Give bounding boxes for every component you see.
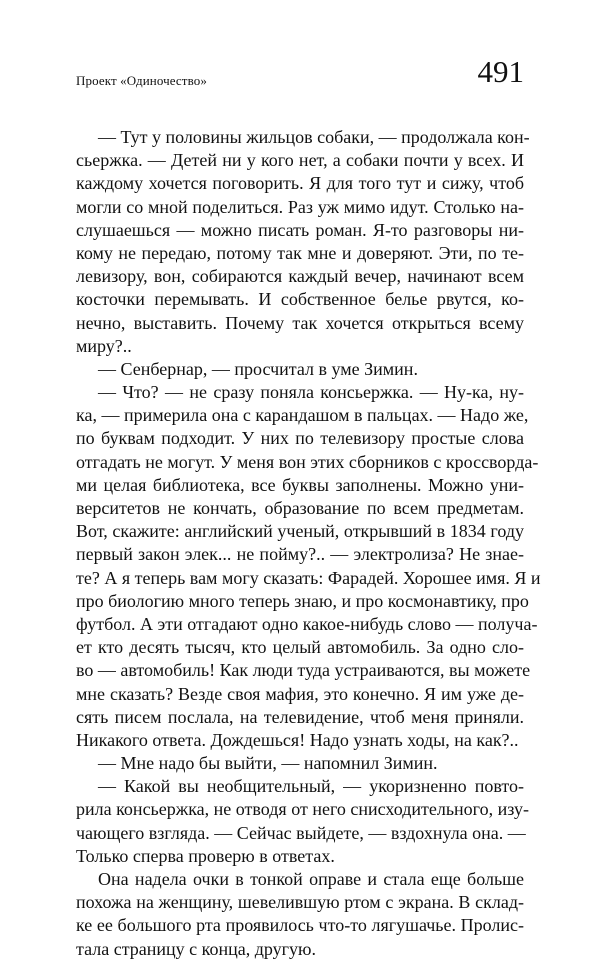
- text-line: ет кто десять тысяч, кто целый автомобиль. За одно сло-: [76, 637, 524, 658]
- text-line: Она надела очки в тонкой оправе и стала еще больше: [98, 869, 524, 889]
- text-line: верситетов не кончать, образование по всем предметам.: [76, 498, 524, 518]
- text-line: — Сенбернар, — просчитал в уме Зимин.: [98, 358, 418, 379]
- text-line: чающего взгляда. — Сейчас выйдете, — вздохнула она. —: [76, 822, 526, 843]
- text-line: могли со мной поделиться. Раз уж мимо идут. Столько на-: [76, 196, 524, 217]
- text-line: нечно, выставить. Почему так хочется открыться всему: [76, 312, 524, 333]
- text-line: рила консьержка, не отводя от него снисходительного, изу-: [76, 799, 529, 820]
- text-line: во — автомобиль! Как люди туда устраиваются, вы можете: [76, 660, 531, 681]
- text-line: похожа на женщину, шевелившую ртом с экрана. В склад-: [76, 892, 524, 913]
- text-line: левизору, вон, собираются каждый вечер, начинают всем: [76, 266, 524, 287]
- text-line: каждому хочется поговорить. Я для того тут и сижу, чтоб: [76, 173, 524, 194]
- text-line: про биологию много теперь знаю, и про космонавтику, про: [76, 590, 529, 611]
- text-line: Только сперва проверю в ответах.: [76, 845, 335, 866]
- text-line: мне сказать? Везде своя мафия, это конечно. Я им уже де-: [76, 683, 524, 704]
- text-line: слушаешься — можно писать роман. Я-то разговоры ни-: [76, 219, 524, 240]
- text-line: ми целая библиотека, все буквы заполнены. Можно уни-: [76, 474, 524, 495]
- text-line: сять писем послала, на телевидение, чтоб меня приняли.: [76, 706, 524, 727]
- text-line: Вот, скажите: английский ученый, открывший в 1834 году: [76, 521, 524, 542]
- text-line: первый закон элек... не пойму?.. — электролиза? Не знае-: [76, 544, 524, 565]
- text-line: отгадать не могут. У меня вон этих сборников с кроссворда-: [76, 451, 539, 472]
- text-body: [76, 126, 541, 961]
- text-line: косточки перемывать. И собственное белье рвутся, ко-: [76, 289, 524, 310]
- text-line: — Мне надо бы выйти, — напомнил Зимин.: [98, 753, 438, 774]
- text-line: миру?..: [76, 335, 132, 356]
- text-line: футбол. А эти отгадают одно какое-нибудь слово — получа-: [76, 613, 538, 634]
- text-line: — Что? — не сразу поняла консьержка. — Ну-ка, ну-: [98, 382, 524, 403]
- text-line: — Какой вы необщительный, — укоризненно повто-: [98, 776, 524, 797]
- text-line: — Тут у половины жильцов собаки, — продолжала кон-: [98, 127, 530, 147]
- text-line: сьержка. — Детей ни у кого нет, а собаки почти у всех. И: [76, 150, 524, 171]
- running-title: Проект «Одиночество»: [76, 73, 207, 88]
- text-line: тала страницу с конца, другую.: [76, 938, 316, 959]
- text-line: ка, — примерила она с карандашом в пальцах. — Надо же,: [76, 405, 529, 426]
- text-line: по буквам подходит. У них по телевизору простые слова: [76, 428, 524, 449]
- text-line: те? А я теперь вам могу сказать: Фарадей. Хорошее имя. Я и: [76, 567, 541, 588]
- page-number: 491: [477, 54, 524, 89]
- text-line: ке ее большого рта проявилось что-то лягушачье. Пролис-: [76, 915, 524, 936]
- text-line: кому не передаю, потому так мне и доверяют. Эти, по те-: [76, 242, 524, 263]
- text-line: Никакого ответа. Дождешься! Надо узнать ходы, на как?..: [76, 729, 519, 750]
